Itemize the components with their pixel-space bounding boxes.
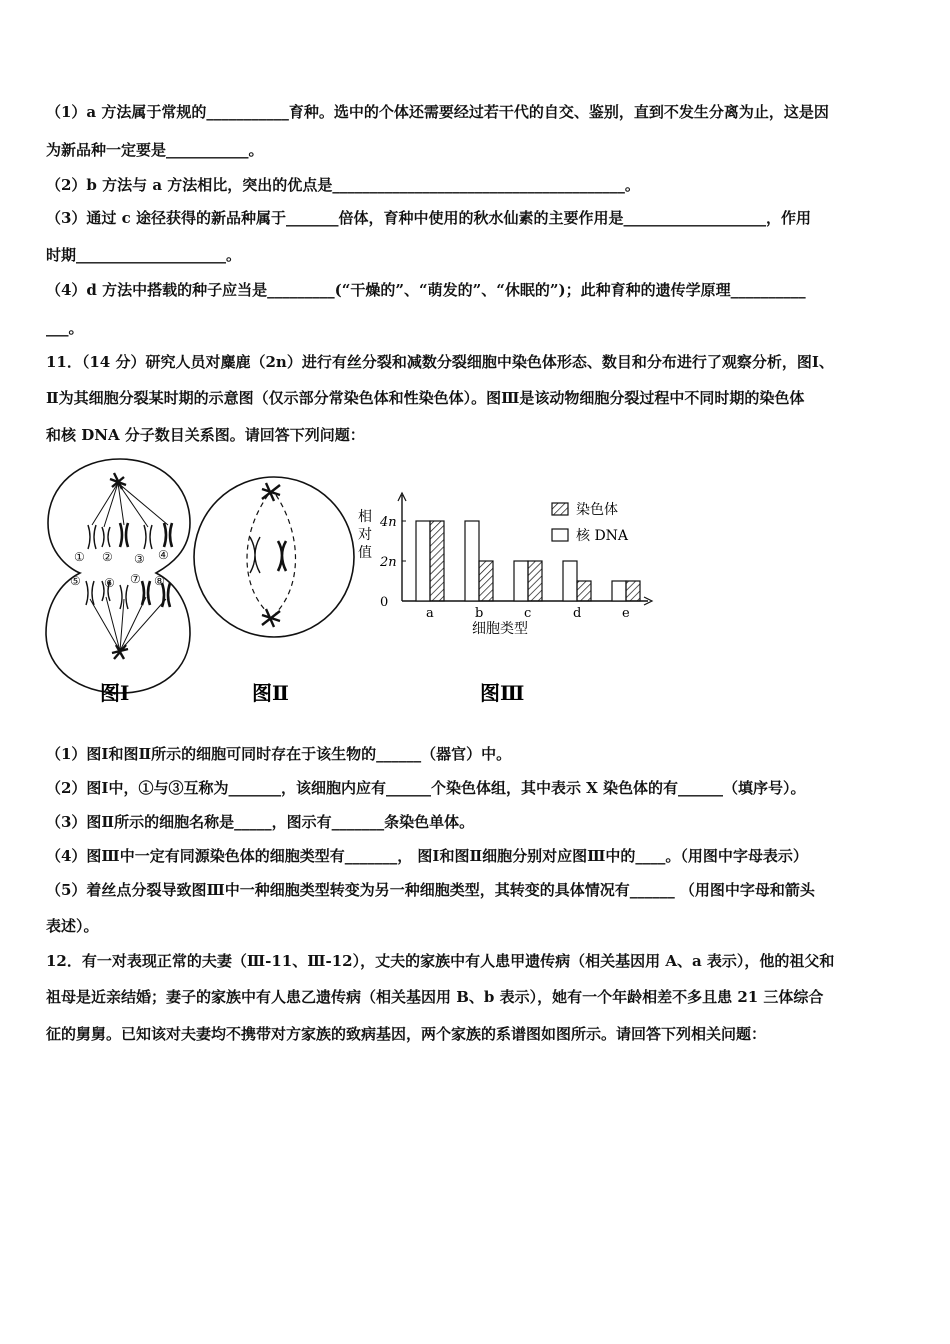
figure-1-labels <box>70 548 169 590</box>
q10-part1-line1: （1）a 方法属于常规的___________育种。选中的个体还需要经过若干代的自交、鉴别，直到不发生分离为止，这是因 <box>46 103 829 121</box>
bar-dna-e <box>612 581 626 601</box>
fig1-caption: 图Ⅰ <box>100 681 130 705</box>
q11-sub2: （2）图Ⅰ中，①与③互称为_______，该细胞内应有______个染色体组，其中表示 X 染色体的有______（填序号）。 <box>46 779 806 797</box>
q10-part2: （2）b 方法与 a 方法相比，突出的优点是_______________________________________。 <box>46 176 640 194</box>
x-tick-label: e <box>622 606 630 621</box>
fig1-label-1: ① <box>74 550 85 564</box>
fig1-label-7: ⑦ <box>130 572 141 586</box>
fig1-label-8: ⑧ <box>154 574 165 588</box>
q10-part3-line2: 时期____________________。 <box>46 246 242 264</box>
q11-sub5-line1: （5）着丝点分裂导致图Ⅲ中一种细胞类型转变为另一种细胞类型，其转变的具体情况有______ （用图中字母和箭头 <box>46 881 815 899</box>
y-tick-label: 4n <box>380 515 397 530</box>
q11-stem-line3: 和核 DNA 分子数目关系图。请回答下列问题： <box>46 426 365 444</box>
legend-label-dna: 核 DNA <box>576 528 629 544</box>
q12-stem-line1: 12．有一对表现正常的夫妻（Ⅲ-11、Ⅲ-12），丈夫的家族中有人患甲遗传病（相关基因用 A、a 表示），他的祖父和 <box>46 952 835 970</box>
bar-dna-a <box>416 521 430 601</box>
y-axis-label-char: 对 <box>358 527 372 543</box>
x-tick-label: d <box>573 606 582 621</box>
fig1-label-3: ③ <box>134 552 145 566</box>
x-tick-label: a <box>426 606 434 621</box>
bar-chromosome-a <box>430 521 444 601</box>
legend-label-chromosome: 染色体 <box>576 502 618 518</box>
bar-chromosome-c <box>528 561 542 601</box>
bar-chromosome-e <box>626 581 640 601</box>
fig1-label-2: ② <box>102 550 113 564</box>
q11-sub5-line2: 表述）。 <box>46 917 99 935</box>
y-axis-label-char: 相 <box>358 509 372 525</box>
x-axis-label: 细胞类型 <box>472 621 528 637</box>
figure-1-cell <box>46 459 190 693</box>
bar-chromosome-d <box>577 581 591 601</box>
legend-swatch-chromosome <box>552 503 568 515</box>
bar-dna-d <box>563 561 577 601</box>
q12-stem-line2: 祖母是近亲结婚；妻子的家族中有人患乙遗传病（相关基因用 B、b 表示），她有一个年龄相差不多且患 21 三体综合 <box>46 988 824 1006</box>
fig1-label-4: ④ <box>158 548 169 562</box>
x-tick-label: b <box>475 606 484 621</box>
fig2-caption: 图Ⅱ <box>252 681 289 705</box>
fig1-label-6: ⑥ <box>104 576 115 590</box>
q11-stem-line1: 11．（14 分）研究人员对麋鹿（2n）进行有丝分裂和减数分裂细胞中染色体形态、数目和分布进行了观察分析，图Ⅰ、 <box>46 353 834 371</box>
q10-part4-line2: ___。 <box>46 319 84 337</box>
bar-dna-c <box>514 561 528 601</box>
fig1-label-5: ⑤ <box>70 574 81 588</box>
y-tick-label: 0 <box>380 595 389 610</box>
bar-chromosome-b <box>479 561 493 601</box>
q12-stem-line3: 征的舅舅。已知该对夫妻均不携带对方家族的致病基因，两个家族的系谱图如图所示。请回答下列相关问题： <box>46 1025 767 1043</box>
figures-svg <box>40 455 680 715</box>
y-axis-label-char: 值 <box>358 545 372 561</box>
q10-part3-line1: （3）通过 c 途径获得的新品种属于_______倍体，育种中使用的秋水仙素的主要作用是___________________，作用 <box>46 209 812 227</box>
q10-part1-line2: 为新品种一定要是___________。 <box>46 141 264 159</box>
q11-sub3: （3）图Ⅱ所示的细胞名称是_____，图示有_______条染色单体。 <box>46 813 475 831</box>
fig3-caption: 图Ⅲ <box>480 681 525 705</box>
figure-3-chart <box>358 493 652 637</box>
q11-sub1: （1）图Ⅰ和图Ⅱ所示的细胞可同时存在于该生物的______（器官）中。 <box>46 745 512 763</box>
bar-dna-b <box>465 521 479 601</box>
x-tick-label: c <box>524 606 532 621</box>
q11-figures <box>40 455 680 715</box>
q11-sub4: （4）图Ⅲ中一定有同源染色体的细胞类型有_______， 图Ⅰ和图Ⅱ细胞分别对应图Ⅲ中的____。（用图中字母表示） <box>46 847 808 865</box>
q11-stem-line2: Ⅱ为其细胞分裂某时期的示意图（仅示部分常染色体和性染色体）。图Ⅲ是该动物细胞分裂过程中不同时期的染色体 <box>46 389 805 407</box>
figure-2-cell <box>194 477 354 637</box>
q10-part4-line1: （4）d 方法中搭载的种子应当是_________(“干燥的”、“萌发的”、“休眠的”)；此种育种的遗传学原理__________ <box>46 281 806 299</box>
legend-swatch-dna <box>552 529 568 541</box>
y-tick-label: 2n <box>380 555 397 570</box>
